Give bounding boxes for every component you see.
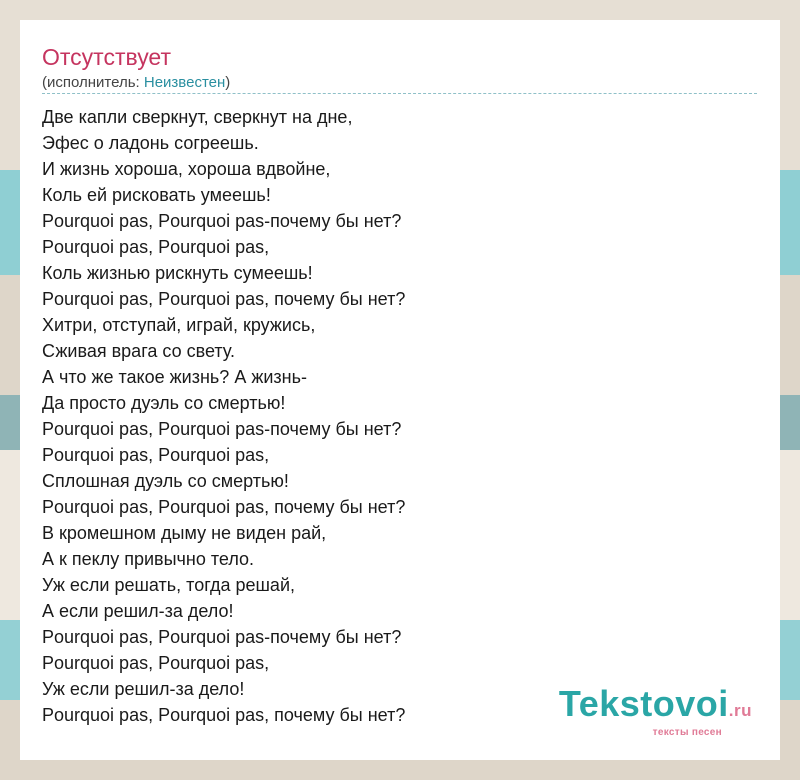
lyric-line: И жизнь хороша, хороша вдвойне, — [42, 159, 331, 179]
artist-prefix: (исполнитель: — [42, 74, 144, 91]
lyric-line: Pourquoi pas, Pourquoi pas, — [42, 653, 270, 673]
lyric-line: Хитри, отступай, играй, кружись, — [42, 315, 316, 335]
lyric-line: Pourquoi pas, Pourquoi pas, почему бы нет? — [42, 289, 406, 309]
logo-tagline: тексты песен — [652, 727, 722, 738]
logo-name: Tekstovoi — [558, 683, 729, 724]
site-logo[interactable] — [558, 683, 752, 738]
artist-link[interactable]: Неизвестен — [143, 74, 226, 91]
lyric-line: В кромешном дыму не виден рай, — [42, 523, 327, 543]
lyric-line: Уж если решил-за дело! — [42, 679, 245, 699]
lyric-line: Pourquoi pas, Pourquoi pas-почему бы нет? — [42, 627, 402, 647]
artist-suffix: ) — [225, 74, 231, 91]
lyric-line: Pourquoi pas, Pourquoi pas, — [42, 237, 270, 257]
artist-line — [42, 74, 230, 91]
logo-tld: .ru — [728, 701, 752, 720]
lyrics-text — [42, 104, 742, 728]
lyric-line: Сплошная дуэль со смертью! — [42, 471, 289, 491]
lyric-line: А что же такое жизнь? А жизнь- — [42, 367, 307, 387]
lyric-line: Pourquoi pas, Pourquoi pas-почему бы нет? — [42, 419, 402, 439]
divider — [42, 93, 757, 94]
lyric-line: Две капли сверкнут, сверкнут на дне, — [42, 107, 353, 127]
lyric-line: Коль жизнью рискнуть сумеешь! — [42, 263, 313, 283]
lyric-line: Сживая врага со свету. — [42, 341, 236, 361]
lyric-line: Pourquoi pas, Pourquoi pas, почему бы нет? — [42, 497, 406, 517]
lyric-line: Pourquoi pas, Pourquoi pas, почему бы нет? — [42, 705, 406, 725]
lyrics-card — [20, 20, 780, 760]
lyric-line: Pourquoi pas, Pourquoi pas, — [42, 445, 270, 465]
lyric-line: А к пеклу привычно тело. — [42, 549, 255, 569]
lyric-line: Коль ей рисковать умеешь! — [42, 185, 271, 205]
lyric-line: Да просто дуэль со смертью! — [42, 393, 286, 413]
lyric-line: А если решил-за дело! — [42, 601, 234, 621]
song-title: Отсутствует — [42, 44, 171, 70]
lyric-line: Pourquoi pas, Pourquoi pas-почему бы нет? — [42, 211, 402, 231]
lyric-line: Эфес о ладонь согреешь. — [42, 133, 259, 153]
lyric-line: Уж если решать, тогда решай, — [42, 575, 296, 595]
